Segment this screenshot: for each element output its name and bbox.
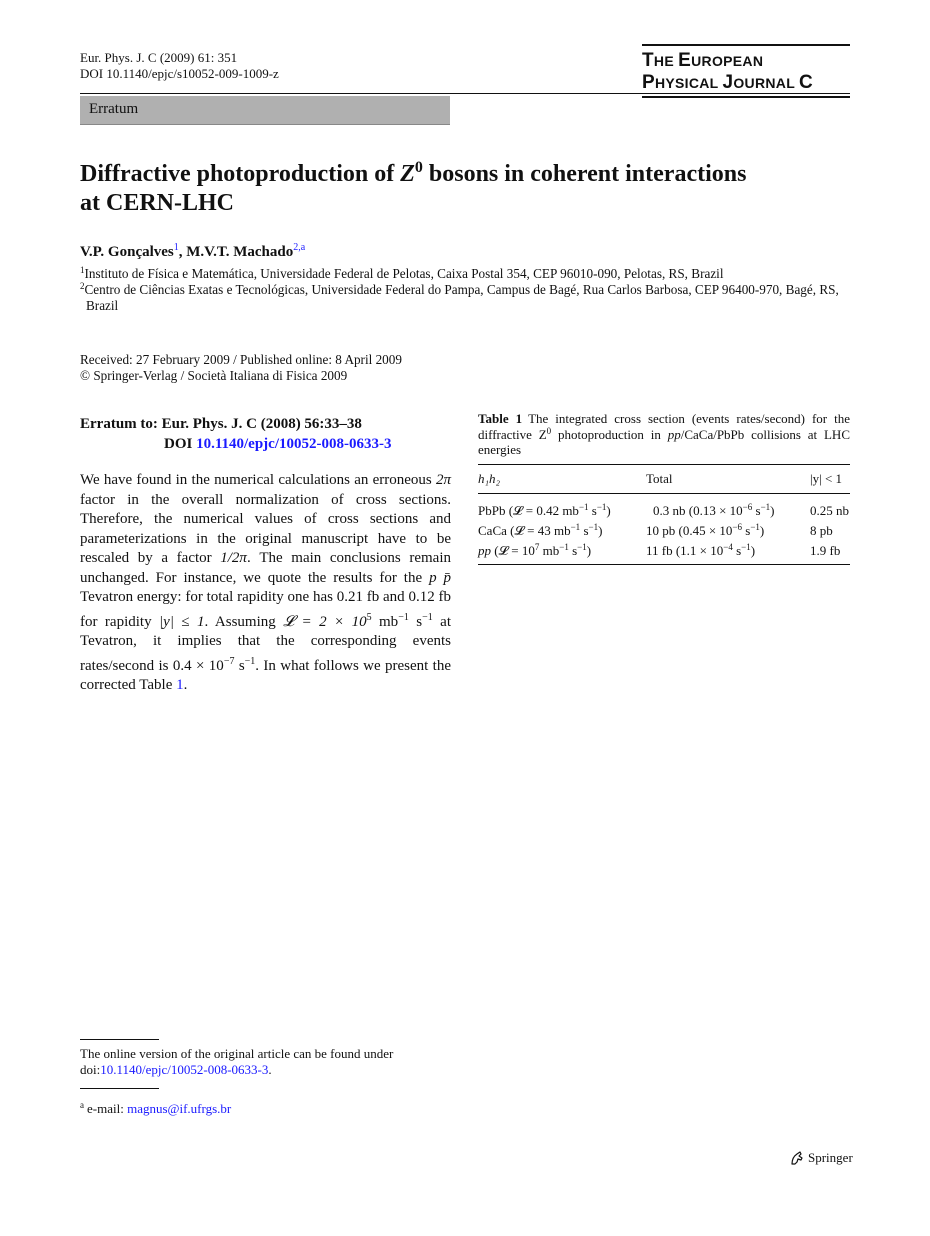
table-cell: 10 pb ($0.45 \times 10^{-6}$ $s^{-1}$) — [646, 522, 765, 538]
table-cell: 11 fb ($1.1 \times 10^{-4}$ $s^{-1}$) — [646, 542, 756, 558]
email-footnote: $^a$ e-mail: magnus@if.ufrgs.br — [80, 1100, 232, 1116]
erratum-reference — [80, 414, 452, 454]
table-label: Table 1 — [478, 411, 523, 426]
publication-dates — [80, 352, 402, 384]
journal-citation: Eur. Phys. J. C (2009) 61: 351 — [80, 50, 238, 65]
erratum-doi-line: DOI 10.1140/epjc/10052-008-0633-3 — [164, 436, 392, 452]
footnote-divider — [80, 1088, 159, 1089]
affiliation-link[interactable]: 2,a — [293, 242, 306, 253]
journal-reference — [80, 50, 279, 82]
table-header-cell: |y| < 1 — [810, 471, 843, 486]
article-type-banner — [80, 96, 450, 125]
table-cell: PbPb (𝓛 = 0.42 $mb^{-1}$ $s^{-1}$) — [478, 502, 611, 518]
header-divider — [80, 93, 850, 94]
affiliation-continuation: Brazil — [86, 298, 119, 313]
author-list: V.P. Gonçalves$^1$, M.V.T. Machado$^{2,a}$ — [80, 242, 306, 260]
article-title: Diffractive photoproduction of $Z^0$ bosons in coherent interactions at CERN-LHC — [80, 159, 747, 216]
copyright-line: © Springer-Verlag / Società Italiana di Fisica 2009 — [80, 368, 348, 383]
table-cell: pp (𝓛 = $10^7$ $mb^{-1}$ $s^{-1}$) — [478, 542, 592, 558]
table-row — [478, 500, 850, 520]
table-header-cell: Total — [646, 471, 673, 486]
results-table — [478, 464, 850, 565]
erratum-citation: Erratum to: Eur. Phys. J. C (2008) 56:33–38 — [80, 416, 362, 432]
table-cell: 1.9 fb — [810, 543, 841, 558]
journal-logo-line2: PHYSICAL JOURNAL C — [642, 72, 814, 93]
affiliation-item: $^2$Centro de Ciências Exatas e Tecnológicas, Universidade Federal do Pampa, Campus de Bagé, Rua Carlos Barbosa, CEP 96400-970, Bagé, RS, — [80, 281, 839, 297]
email-link[interactable]: magnus@if.ufrgs.br — [127, 1101, 232, 1116]
body-paragraph: We have found in the numerical calculations an erroneous 2π factor in the overall normalization of cross sections. Therefore, the numerical values of cross sections and parameterizations in the original manuscript have to be rescaled by a factor 1/2π. The main conclusions remain unchanged. For instance, we quote the results for the p p̄ Tevatron energy: for total rapidity one has 0.21 fb and 0.12 fb for rapidity |y| ≤ 1. Assuming 𝓛 = $2 \times 10^5$ $mb^{-1}$ $s^{-1}$ at Tevatron, it implies that the corresponding events rates/second is $0.4 \times 10^{-7}$ $s^{-1}$. In what follows we present the corrected Table 1. — [80, 472, 452, 693]
online-version-note: The online version of the original article can be found under doi:10.1140/epjc/10052-008-0633-3. — [80, 1046, 394, 1077]
table-row — [478, 540, 850, 560]
received-line: Received: 27 February 2009 / Published online: 8 April 2009 — [80, 352, 402, 367]
publisher-name: Springer — [808, 1150, 853, 1165]
table-cell: 0.3 nb ($0.13 \times 10^{-6}$ $s^{-1}$) — [653, 502, 775, 518]
table-row — [478, 520, 850, 540]
table-bottom-rule — [478, 564, 850, 565]
table-cell: CaCa (𝓛 = 43 $mb^{-1}$ $s^{-1}$) — [478, 522, 603, 538]
author-name: V.P. Gonçalves — [80, 244, 174, 260]
erratum-doi-link[interactable]: 10.1140/epjc/10052-008-0633-3 — [196, 436, 392, 452]
journal-logo — [642, 44, 850, 98]
publisher-mark — [789, 1150, 853, 1166]
table-reference-link[interactable]: 1 — [176, 677, 184, 693]
affiliation-item: $^1$Instituto de Física e Matemática, Universidade Federal de Pelotas, Caixa Postal 354, CEP 96010-090, Pelotas, RS, Brazil — [80, 265, 724, 281]
article-type-label: Erratum — [89, 101, 139, 117]
journal-doi: DOI 10.1140/epjc/s10052-009-1009-z — [80, 66, 279, 81]
footnote-divider — [80, 1039, 159, 1040]
affiliations — [80, 266, 850, 314]
table-cell: 8 pb — [810, 523, 833, 538]
original-article-doi-link[interactable]: 10.1140/epjc/10052-008-0633-3 — [100, 1062, 269, 1077]
table-header-cell: h₁h₂ — [478, 471, 501, 486]
table-cell: 0.25 nb — [810, 503, 849, 518]
affiliation-link[interactable]: 1 — [173, 242, 179, 253]
table-caption: Table 1 The integrated cross section (events rates/second) for the diffractive $Z^0$ photoproduction in pp/CaCa/PbPb collisions at LHC energies — [478, 411, 850, 457]
journal-logo-line1: THE EUROPEAN — [642, 50, 764, 71]
table-header-row — [478, 465, 850, 493]
springer-horse-icon — [789, 1150, 805, 1166]
author-name: M.V.T. Machado — [186, 244, 294, 260]
